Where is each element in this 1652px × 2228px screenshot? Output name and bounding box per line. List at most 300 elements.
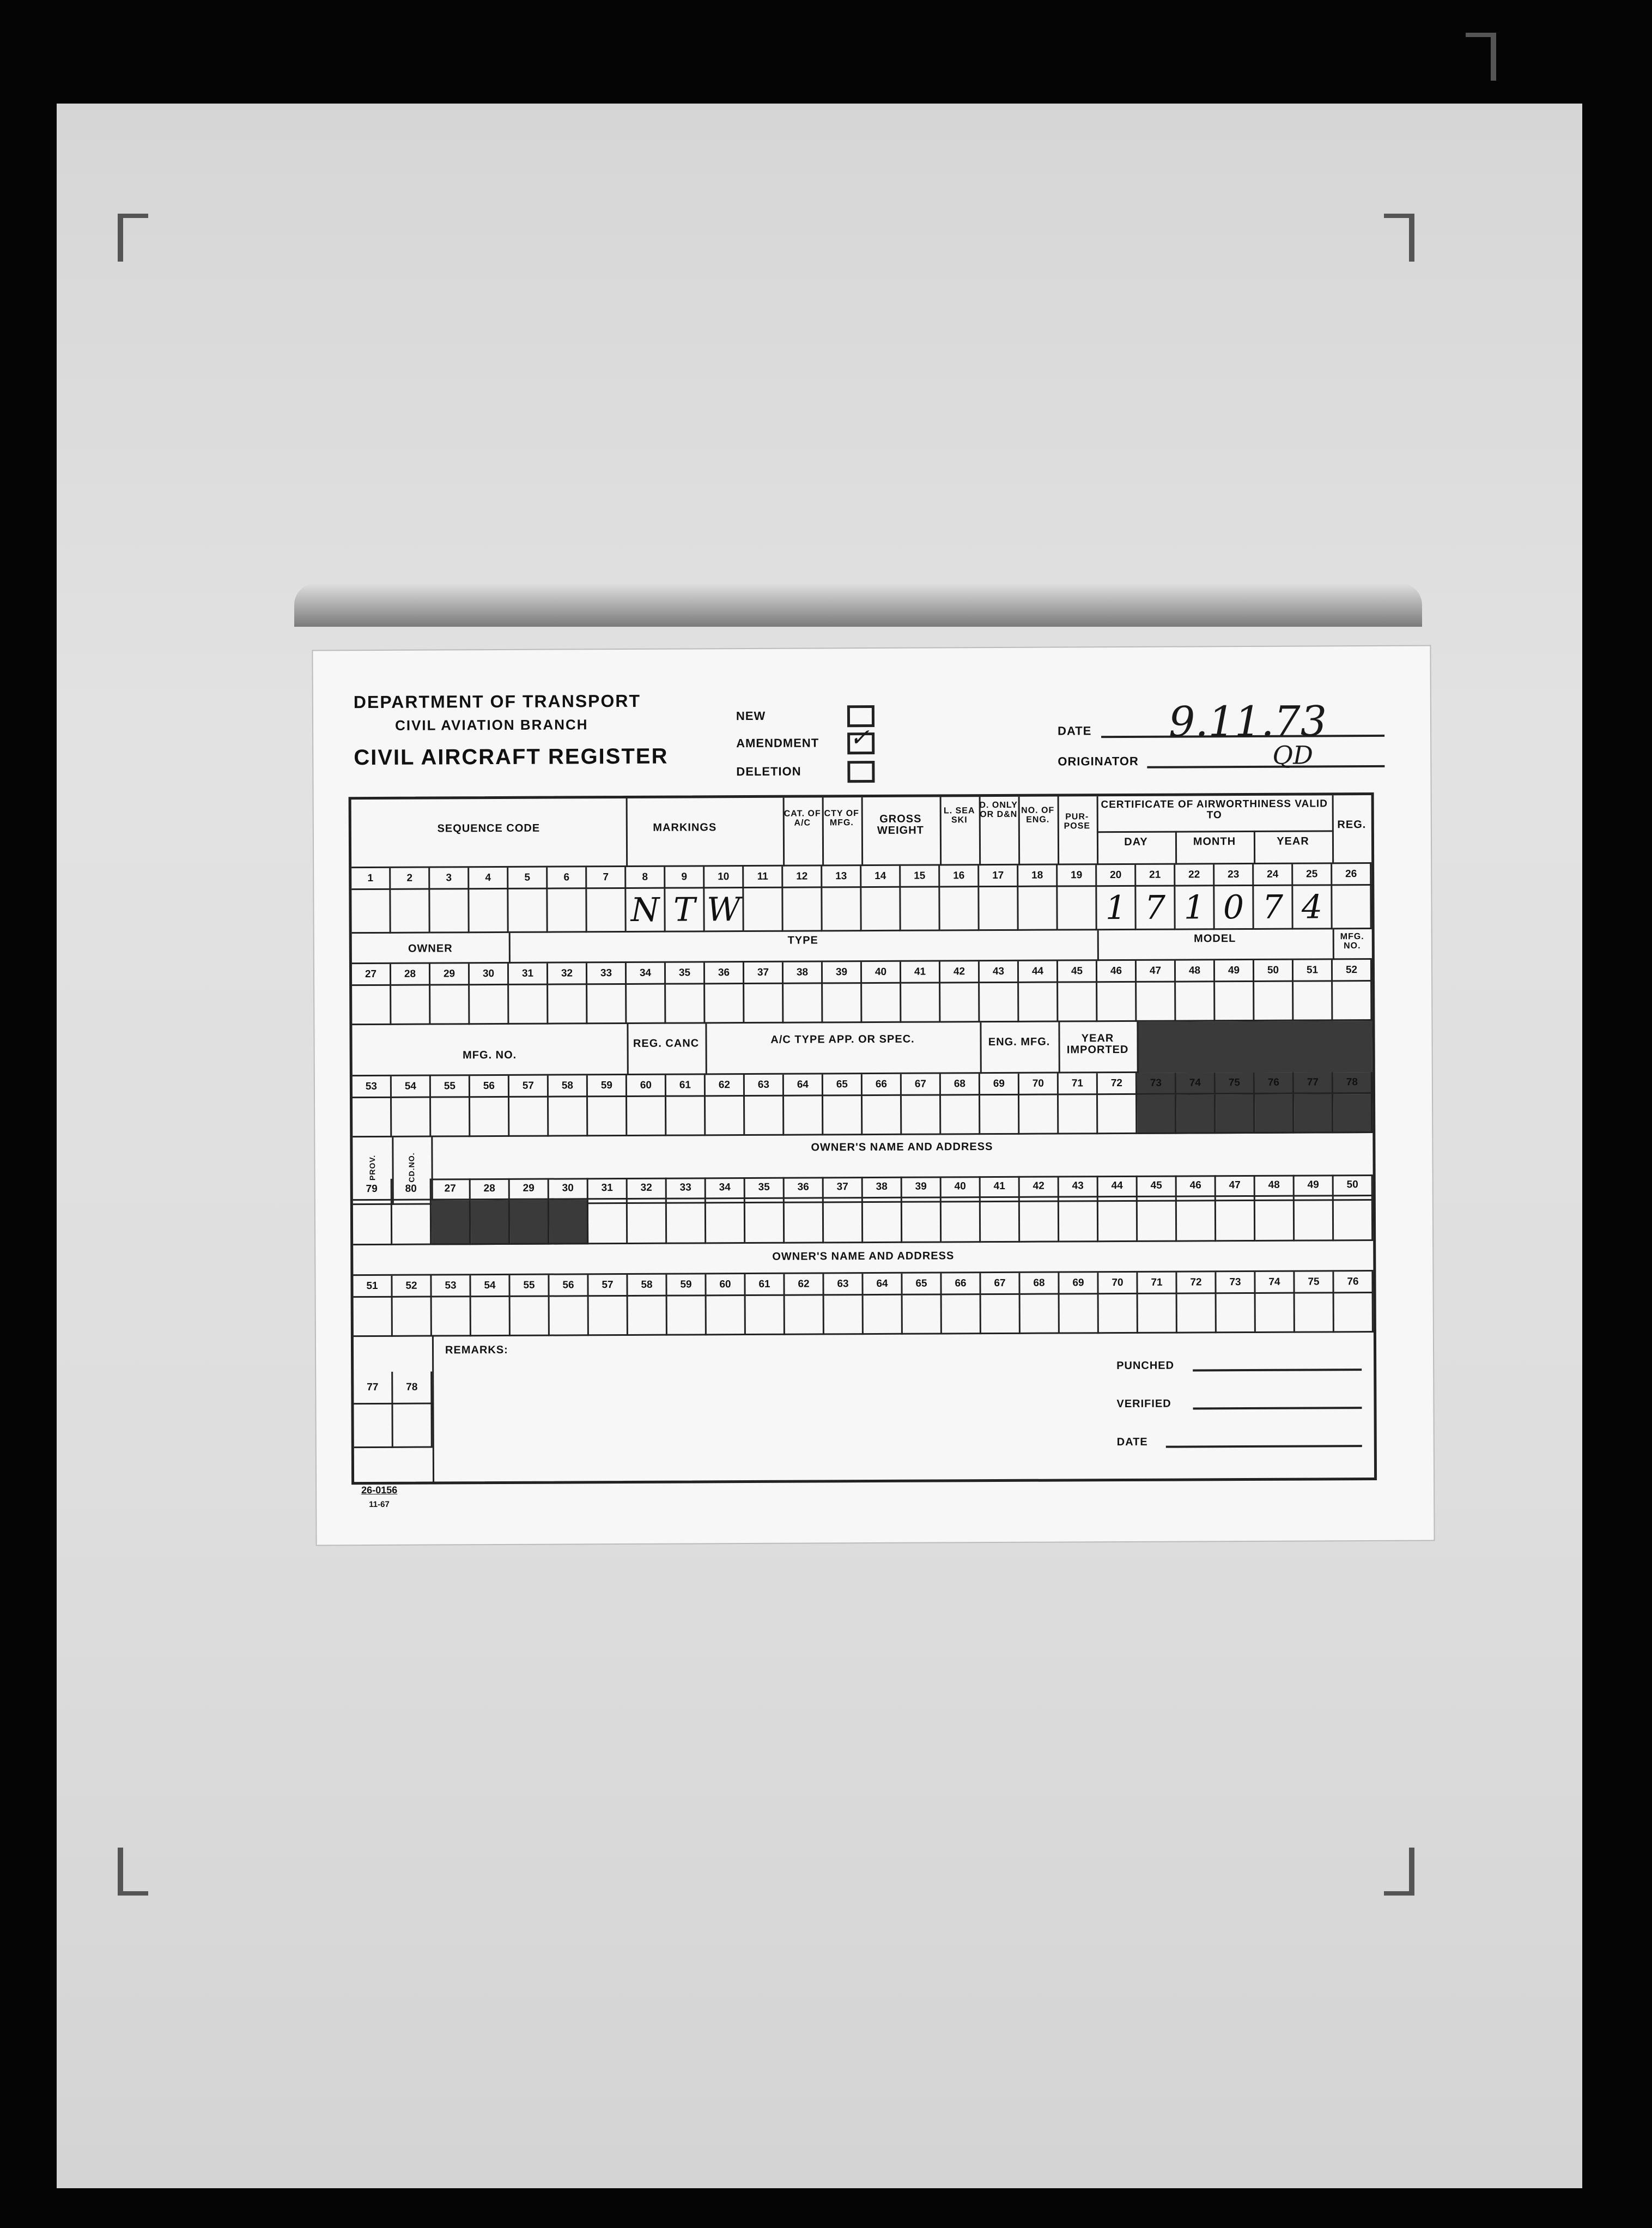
column-number: 31 [509,964,548,985]
entry-cell[interactable] [1216,1094,1255,1134]
column-number: 65 [823,1074,863,1096]
column-number: 78 [1333,1072,1372,1094]
verified-label: VERIFIED [1116,1397,1171,1410]
column-number: 61 [666,1075,706,1097]
footer-value-row [354,1404,432,1449]
entry-cell[interactable] [707,1296,746,1335]
entry-cell[interactable] [352,986,391,1025]
entry-cell[interactable] [1295,1196,1334,1241]
entry-cell[interactable] [430,985,470,1025]
header-owner-name-1: OWNER'S NAME AND ADDRESS [811,1141,993,1154]
section1-value-row [351,886,1371,934]
column-number: 9 [665,867,704,888]
column-number: 32 [548,963,587,985]
entry-cell[interactable] [1256,1294,1295,1333]
column-number: 56 [549,1275,588,1297]
entry-cell[interactable] [354,1298,393,1337]
section5-value-row [354,1293,1374,1337]
entry-cell[interactable]: N [626,889,665,933]
entry-cell[interactable]: 7 [1254,886,1293,930]
entry-cell[interactable]: 7 [1136,887,1175,930]
column-number: 50 [1254,960,1293,982]
entry-cell[interactable] [628,1200,667,1244]
header-year: YEAR [1277,835,1309,847]
footer-number-row [354,1372,432,1405]
column-number: 78 [393,1372,432,1404]
entry-cell[interactable] [1332,886,1371,929]
crop-mark-bottom-left [118,1848,148,1896]
entry-cell[interactable] [1255,1094,1294,1134]
column-number: 3 [430,868,469,889]
column-number: 29 [430,964,470,985]
column-number: 52 [1333,960,1372,982]
entry-cell[interactable] [509,985,548,1025]
column-number: 52 [392,1276,432,1298]
entry-cell[interactable] [940,983,980,1022]
entry-cell[interactable] [1058,983,1097,1022]
entry-cell[interactable] [549,1200,588,1244]
section5-header [353,1241,1373,1276]
column-number: 14 [861,866,901,888]
column-number: 56 [470,1076,509,1098]
column-number: 18 [1018,865,1058,887]
column-number: 2 [391,868,430,890]
entry-cell[interactable] [1176,982,1215,1021]
entry-cell[interactable] [744,888,783,932]
column-number: 46 [1097,961,1137,983]
entry-cell[interactable] [469,889,508,933]
section3-value-row [353,1094,1372,1137]
entry-cell[interactable] [862,984,901,1023]
entry-cell[interactable] [1294,1094,1333,1133]
column-number: 69 [1059,1273,1098,1294]
column-number: 1 [351,868,391,890]
column-number: 68 [941,1074,980,1095]
entry-cell[interactable] [588,1097,627,1136]
column-number: 70 [1019,1074,1059,1095]
section2-header [352,929,1372,964]
column-number: 72 [1098,1073,1137,1095]
column-number: 59 [667,1274,706,1296]
column-number: 77 [1294,1072,1333,1094]
column-number: 54 [471,1275,510,1297]
entry-cell[interactable] [1060,1294,1099,1334]
column-number: 41 [981,1176,1020,1198]
entry-cell[interactable] [470,985,509,1025]
column-number: 66 [942,1273,981,1295]
header-cty-mfg: CTY OF MFG. [824,809,859,828]
entry-cell[interactable] [391,986,430,1025]
entry-cell[interactable] [1334,1293,1374,1333]
column-number: 25 [1293,864,1332,886]
header-cat-ac: CAT. OF A/C [784,809,821,828]
column-number: 44 [1098,1176,1138,1197]
column-number: 37 [744,962,784,984]
column-number: 69 [980,1074,1019,1095]
entry-cell[interactable] [1098,1197,1138,1242]
entry-cell[interactable] [824,1198,863,1243]
entry-cell[interactable]: T [665,888,704,932]
column-number: 30 [470,964,509,985]
column-number: 80 [392,1179,432,1201]
entry-cell[interactable] [901,983,940,1022]
header-sea-ski: L. SEA SKI [943,806,975,825]
entry-cell[interactable] [902,1198,942,1243]
entry-cell[interactable] [981,1198,1020,1243]
entry-cell[interactable] [1058,887,1097,930]
card-shadow [294,583,1422,627]
entry-cell[interactable] [784,1096,823,1135]
entry-cell[interactable] [471,1200,510,1245]
footer-date-label: DATE [1116,1436,1148,1449]
entry-cell[interactable] [1295,1293,1334,1333]
column-number: 28 [391,964,430,986]
entry-cell[interactable]: 0 [1214,886,1254,930]
column-number: 62 [706,1075,745,1097]
footer-date-line [1166,1445,1362,1448]
column-number: 39 [823,962,862,984]
column-number: 40 [942,1176,981,1198]
entry-cell[interactable] [1059,1095,1098,1134]
entry-cell[interactable] [510,1200,549,1245]
originator-line [1147,765,1384,768]
entry-cell[interactable] [1138,1294,1177,1334]
entry-cell[interactable] [1177,1197,1216,1242]
column-number: 19 [1058,865,1097,887]
entry-cell[interactable] [824,1295,864,1335]
register-grid [349,792,1377,1485]
column-number: 79 [353,1179,392,1201]
entry-cell[interactable] [548,889,587,933]
column-number: 37 [824,1177,863,1198]
entry-cell[interactable] [979,887,1018,931]
header-sequence-code: SEQUENCE CODE [437,822,540,835]
column-number: 50 [1334,1174,1373,1196]
header-owner-name-2: OWNER'S NAME AND ADDRESS [772,1250,955,1263]
column-number: 22 [1175,864,1214,886]
column-number: 33 [667,1177,706,1199]
column-number: 47 [1216,1175,1255,1197]
header-mfg-no-2: MFG. NO. [463,1049,517,1062]
column-number: 45 [1138,1176,1177,1197]
column-number: 42 [1020,1176,1059,1198]
column-number: 76 [1255,1073,1294,1094]
header-d-only: D. ONLY OR D&N [979,800,1018,819]
column-number: 57 [588,1275,628,1297]
column-number: 45 [1058,961,1097,983]
entry-cell[interactable] [705,984,744,1024]
entry-cell[interactable]: W [704,888,744,932]
column-number: 48 [1255,1175,1295,1197]
entry-cell[interactable] [1018,887,1058,931]
entry-cell[interactable] [587,985,627,1024]
entry-cell[interactable] [549,1097,588,1136]
column-number: 36 [705,962,744,984]
header-ac-type: A/C TYPE APP. OR SPEC. [770,1033,915,1046]
entry-cell[interactable] [903,1295,942,1334]
column-number: 68 [1020,1273,1059,1295]
column-number: 65 [902,1273,942,1295]
column-number: 40 [862,962,901,984]
column-number: 42 [940,961,980,983]
form-number: 26-0156 [361,1484,398,1496]
column-number: 64 [863,1274,902,1295]
entry-cell[interactable] [1138,1197,1177,1242]
verified-line [1193,1407,1362,1409]
column-number: 38 [863,1177,902,1198]
entry-cell[interactable] [783,888,822,931]
header-month: MONTH [1193,836,1236,848]
entry-cell[interactable] [589,1297,628,1336]
entry-cell[interactable] [981,1295,1021,1334]
entry-cell[interactable] [430,889,469,933]
entry-cell[interactable] [863,1198,902,1243]
entry-cell[interactable] [941,1095,980,1135]
punched-label: PUNCHED [1116,1359,1175,1372]
column-number: 35 [745,1177,785,1199]
crop-mark-top-left [118,214,148,262]
entry-cell[interactable] [706,1199,745,1244]
column-number: 43 [1059,1176,1098,1197]
date-value[interactable]: 9.11.73 [1168,697,1327,746]
column-number: 10 [704,867,744,888]
column-number: 6 [548,867,587,889]
column-number: 67 [902,1074,941,1095]
entry-cell[interactable] [353,1098,392,1137]
column-number: 75 [1216,1073,1255,1094]
entry-cell[interactable] [1293,982,1333,1021]
entry-cell[interactable] [1021,1295,1060,1334]
entry-cell[interactable] [745,1199,785,1244]
entry-cell[interactable]: 1 [1175,886,1214,930]
entry-cell[interactable] [784,984,823,1023]
column-number: 8 [626,867,665,889]
column-number: 63 [745,1075,784,1097]
entry-cell[interactable] [509,1098,549,1137]
column-number: 61 [745,1274,785,1296]
column-number: 13 [822,866,861,888]
entry-cell[interactable] [902,1095,941,1135]
column-number: 30 [549,1178,588,1200]
header-reg: REG. [1337,819,1366,831]
column-number: 12 [783,866,822,888]
entry-cell[interactable] [666,984,705,1024]
column-number: 51 [353,1276,392,1298]
originator-value[interactable]: QD [1272,740,1313,770]
entry-cell[interactable] [980,1095,1019,1135]
entry-cell[interactable] [823,1096,863,1135]
header-mfg-no-1: MFG. NO. [1340,932,1364,951]
column-number: 48 [1176,960,1215,982]
header-day: DAY [1124,836,1148,848]
entry-cell[interactable] [1333,1094,1372,1133]
header-certificate: CERTIFICATE OF AIRWORTHINESS VALID TO [1101,798,1328,821]
entry-cell[interactable] [471,1297,511,1336]
entry-cell[interactable] [822,888,861,931]
entry-cell[interactable] [354,1404,393,1448]
column-number: 46 [1177,1175,1216,1197]
header-eng-mfg: ENG. MFG. [988,1036,1050,1049]
column-number: 53 [432,1275,471,1297]
column-number: 36 [785,1177,824,1198]
new-label: NEW [736,709,766,723]
entry-cell[interactable] [942,1295,981,1334]
entry-cell[interactable] [666,1097,706,1136]
entry-cell[interactable] [432,1297,471,1336]
label-prov: PROV. [368,1154,377,1181]
column-number: 32 [628,1178,667,1200]
entry-cell[interactable] [861,888,901,931]
entry-cell[interactable] [1059,1197,1098,1242]
entry-cell[interactable] [392,1098,431,1137]
column-number: 57 [509,1076,549,1098]
column-number: 35 [666,962,705,984]
entry-cell[interactable] [980,983,1019,1022]
entry-cell[interactable] [508,889,548,933]
column-number: 66 [863,1074,902,1096]
entry-cell[interactable] [1333,982,1372,1021]
form-title: CIVIL AIRCRAFT REGISTER [354,744,669,770]
column-number: 73 [1137,1073,1176,1095]
entry-cell[interactable]: 1 [1097,887,1136,930]
column-number: 27 [432,1178,471,1200]
entry-cell[interactable] [1019,1095,1059,1135]
entry-cell[interactable] [1099,1294,1138,1334]
column-number: 58 [628,1275,667,1297]
column-number: 71 [1138,1273,1177,1294]
entry-cell[interactable] [1215,982,1254,1021]
entry-cell[interactable] [667,1199,706,1244]
column-number: 73 [1216,1272,1255,1294]
column-number: 77 [354,1372,393,1404]
entry-cell[interactable] [431,1098,470,1137]
entry-cell[interactable] [1098,1095,1137,1134]
entry-cell[interactable] [1020,1198,1059,1243]
entry-cell[interactable] [1019,983,1058,1022]
header-model: MODEL [1194,933,1236,945]
column-number: 60 [706,1274,745,1296]
entry-cell[interactable] [393,1404,432,1448]
entry-cell[interactable] [901,887,940,931]
entry-cell[interactable] [1216,1197,1255,1242]
entry-cell[interactable] [392,1201,432,1245]
column-number: 58 [549,1075,588,1097]
column-number: 53 [353,1076,392,1098]
entry-cell[interactable] [785,1295,824,1335]
header-purpose: PUR-POSE [1064,812,1091,831]
column-number: 71 [1059,1073,1098,1095]
entry-cell[interactable] [1137,983,1176,1022]
entry-cell[interactable] [393,1298,432,1337]
column-number: 70 [1098,1273,1138,1294]
column-number: 62 [785,1274,824,1295]
section2-value-row [352,982,1372,1025]
entry-cell[interactable] [391,890,430,934]
column-number: 15 [901,865,940,887]
column-number: 74 [1176,1073,1216,1094]
entry-cell[interactable] [785,1198,824,1243]
header-no-eng: NO. OF ENG. [1021,806,1055,825]
column-number: 31 [588,1178,628,1200]
column-number: 76 [1334,1272,1373,1293]
entry-cell[interactable]: 4 [1293,886,1332,929]
entry-cell[interactable] [1255,1197,1295,1242]
entry-cell[interactable] [863,1096,902,1135]
column-number: 7 [587,867,626,889]
entry-cell[interactable] [511,1297,550,1336]
entry-cell[interactable] [587,889,626,933]
column-number: 28 [471,1178,510,1200]
entry-cell[interactable] [432,1200,471,1245]
deletion-label: DELETION [736,764,801,779]
entry-cell[interactable] [667,1296,707,1335]
amendment-check-mark: ✓ [849,724,870,752]
entry-cell[interactable] [942,1198,981,1243]
crop-mark-top-right [1384,214,1414,262]
entry-cell[interactable] [1334,1196,1373,1241]
entry-cell[interactable] [550,1297,589,1336]
entry-cell[interactable] [627,1097,666,1136]
entry-cell[interactable] [744,984,784,1024]
date-label: DATE [1058,724,1092,738]
punched-line [1193,1369,1362,1371]
column-number: 16 [940,865,979,887]
section4-value-row [353,1196,1373,1245]
entry-cell[interactable] [746,1296,785,1335]
column-number: 47 [1137,961,1176,983]
entry-cell[interactable] [1177,1294,1217,1333]
column-number: 27 [352,964,391,986]
column-number: 11 [744,867,783,888]
column-number: 54 [392,1076,431,1098]
entry-cell[interactable] [353,1201,392,1245]
entry-cell[interactable] [706,1097,745,1136]
entry-cell[interactable] [628,1297,667,1336]
entry-cell[interactable] [351,890,391,934]
column-number: 34 [627,963,666,985]
entry-cell[interactable] [470,1098,509,1137]
entry-cell[interactable] [864,1295,903,1335]
entry-cell[interactable] [1217,1294,1256,1333]
column-number: 63 [824,1274,863,1295]
entry-cell[interactable] [1097,983,1137,1022]
deletion-checkbox[interactable] [847,761,874,783]
column-number: 24 [1254,864,1293,886]
column-number: 49 [1295,1174,1334,1196]
column-number: 34 [706,1177,745,1199]
entry-cell[interactable] [1137,1095,1176,1134]
entry-cell[interactable] [627,985,666,1024]
column-number: 29 [510,1178,549,1200]
entry-cell[interactable] [588,1200,628,1244]
entry-cell[interactable] [1176,1094,1216,1134]
entry-cell[interactable] [548,985,587,1024]
form-revision: 11-67 [369,1499,390,1510]
column-number: 51 [1293,960,1333,982]
remarks-label: REMARKS: [445,1343,508,1357]
column-number: 55 [431,1076,470,1098]
entry-cell[interactable] [1254,982,1293,1021]
header-gross-weight: GROSS WEIGHT [877,813,924,837]
column-number: 49 [1215,960,1254,982]
department-title: DEPARTMENT OF TRANSPORT [353,691,641,712]
entry-cell[interactable] [823,984,862,1023]
column-number: 4 [469,868,508,889]
entry-cell[interactable] [940,887,979,931]
entry-cell[interactable] [745,1097,784,1136]
label-cd-no: CD.NO. [407,1152,416,1183]
header-reg-canc: REG. CANC [633,1037,700,1050]
